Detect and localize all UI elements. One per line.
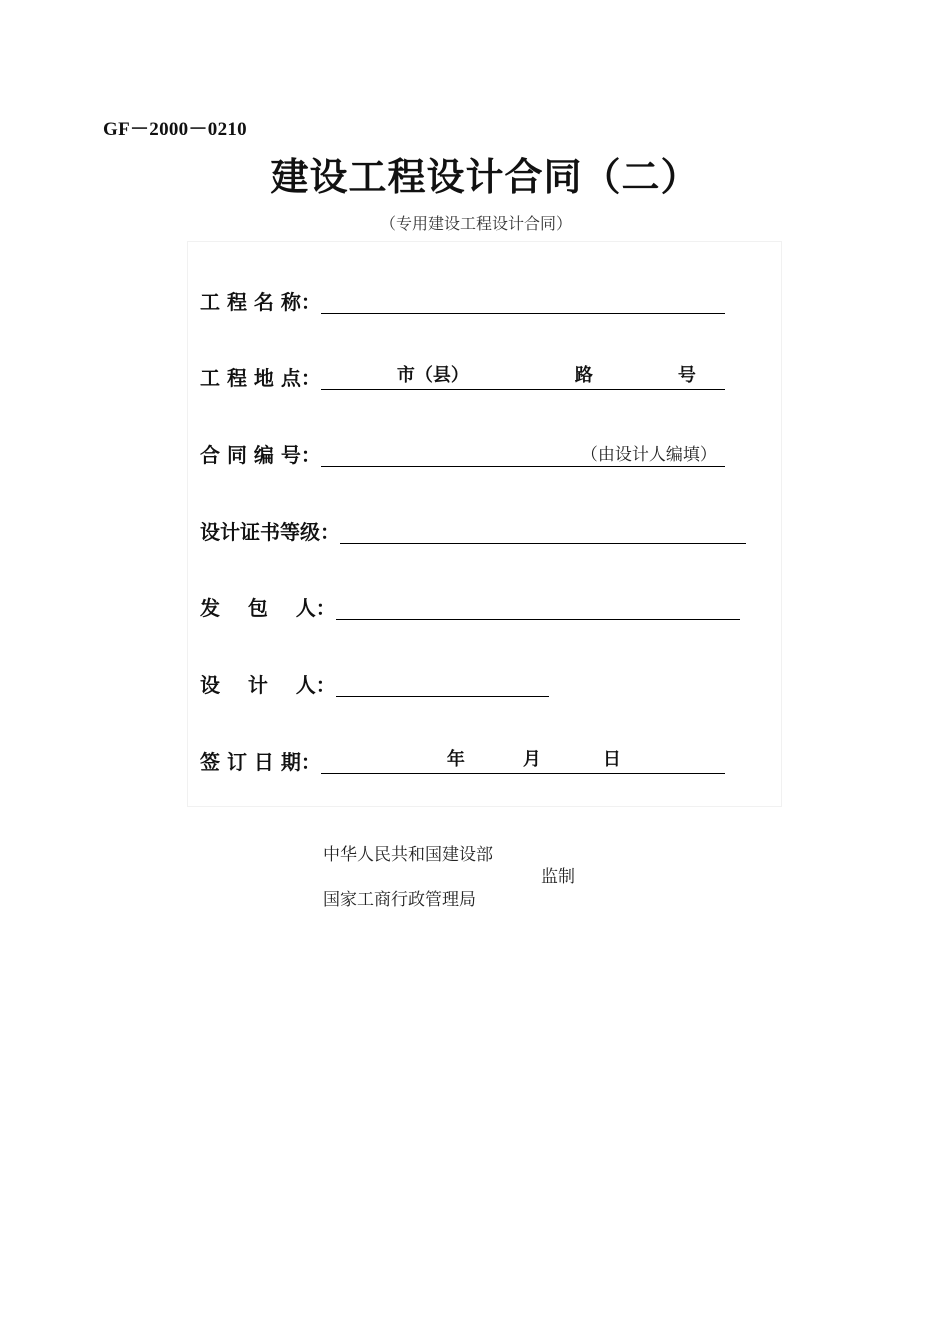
client-label: 发 包 人： — [200, 596, 336, 620]
project-name-label: 工 程 名 称： — [200, 290, 321, 314]
project-location-label: 工 程 地 点： — [200, 366, 321, 390]
issuer-administration: 国家工商行政管理局 — [323, 890, 476, 910]
designer-field[interactable] — [336, 672, 549, 697]
project-location-field[interactable] — [321, 365, 725, 390]
certificate-level-row — [200, 516, 746, 544]
signing-date-row — [200, 746, 725, 774]
designer-row — [200, 669, 549, 697]
project-name-row — [200, 286, 725, 314]
date-year-text: 年 — [446, 749, 465, 770]
date-day-text: 日 — [602, 749, 621, 770]
document-title: 建设工程设计合同（二） — [270, 155, 700, 199]
location-road-text: 路 — [574, 365, 593, 386]
project-name-field[interactable] — [321, 289, 725, 314]
location-number-text: 号 — [677, 365, 696, 386]
document-code: GF－2000－0210 — [103, 119, 247, 140]
signing-date-field[interactable] — [321, 749, 725, 774]
document-subtitle: （专用建设工程设计合同） — [379, 214, 572, 233]
issuer-ministry: 中华人民共和国建设部 — [323, 845, 493, 865]
contract-number-label: 合 同 编 号： — [200, 443, 321, 467]
contract-number-row — [200, 439, 725, 467]
contract-number-field[interactable] — [321, 442, 725, 467]
issuer-action: 监制 — [541, 867, 575, 887]
client-field[interactable] — [336, 595, 740, 620]
certificate-level-label: 设计证书等级： — [200, 520, 340, 544]
designer-label: 设 计 人： — [200, 673, 336, 697]
certificate-level-field[interactable] — [340, 519, 746, 544]
location-city-text: 市（县） — [396, 365, 469, 386]
date-month-text: 月 — [522, 749, 541, 770]
contract-number-note: （由设计人编填） — [580, 445, 717, 465]
client-row — [200, 592, 740, 620]
project-location-row — [200, 362, 725, 390]
signing-date-label: 签 订 日 期： — [200, 750, 321, 774]
